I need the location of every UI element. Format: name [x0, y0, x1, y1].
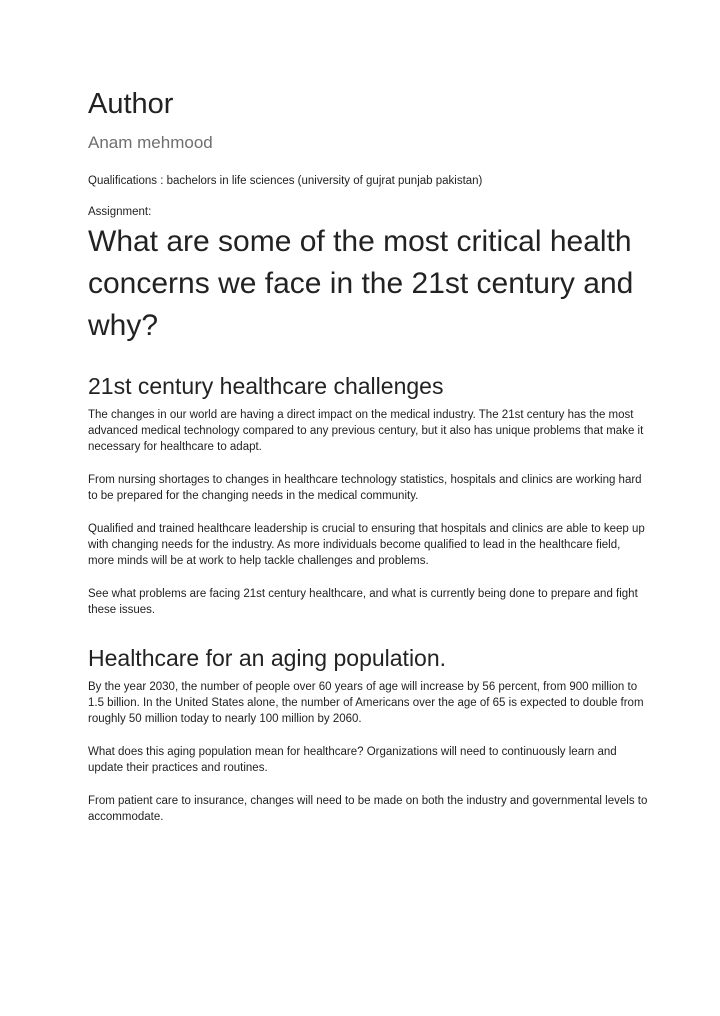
assignment-title: What are some of the most critical health concerns we face in the 21st century and why?: [88, 225, 634, 342]
author-name: Anam mehmood: [88, 133, 213, 152]
paragraph: By the year 2030, the number of people over 60 years of age will increase by 56 percent, from 900 million to 1.5 billion. In the United States alone, the number of Americans over the age of 65 is expected to double from roughly 50 million today to nearly 100 million by 2060.: [88, 681, 644, 725]
section-heading-aging-population: Healthcare for an aging population.: [88, 645, 447, 671]
paragraph: The changes in our world are having a direct impact on the medical industry. The 21st century has the most advanced medical technology compared to any previous century, but it also has unique problems that make it necessary for healthcare to adapt.: [88, 409, 644, 453]
section-heading-challenges: 21st century healthcare challenges: [88, 373, 444, 399]
assignment-label: Assignment:: [88, 206, 152, 218]
paragraph: Qualified and trained healthcare leadership is crucial to ensuring that hospitals and clinics are able to keep up with changing needs for the industry. As more individuals become qualified to lead in the healthcare field, more minds will be at work to help tackle challenges and problems.: [88, 523, 645, 567]
document-page: [88, 86, 648, 825]
paragraph: What does this aging population mean for healthcare? Organizations will need to continuously learn and update their practices and routines.: [88, 746, 617, 774]
qualifications-text: Qualifications : bachelors in life sciences (university of gujrat punjab pakistan): [88, 175, 483, 187]
paragraph: From patient care to insurance, changes will need to be made on both the industry and governmental levels to accommodate.: [88, 795, 648, 823]
paragraph: See what problems are facing 21st century healthcare, and what is currently being done to prepare and fight these issues.: [88, 588, 638, 616]
paragraph: From nursing shortages to changes in healthcare technology statistics, hospitals and clinics are working hard to be prepared for the changing needs in the medical community.: [88, 474, 642, 502]
author-heading: Author: [88, 88, 174, 120]
